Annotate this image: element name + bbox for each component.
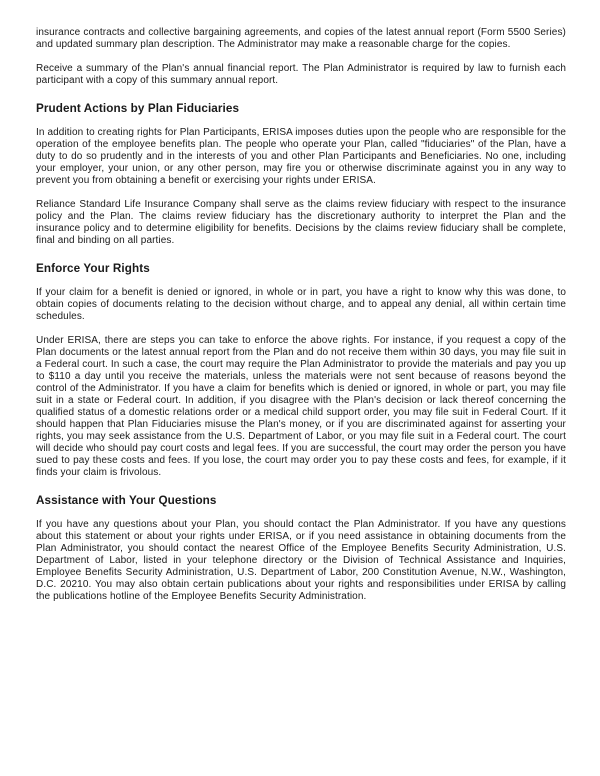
section-heading-assistance-with-questions: Assistance with Your Questions <box>36 494 217 507</box>
paragraph-summary-annual-report: Receive a summary of the Plan's annual financial report. The Plan Administrator is required by law to furnish each participant with a copy of this summary annual report. <box>36 63 566 86</box>
paragraph-copies-of-documents: insurance contracts and collective bargaining agreements, and copies of the latest annual report (Form 5500 Series) and updated summary plan description. The Administrator may make a reasonable charge for the copies. <box>36 27 566 50</box>
section-heading-enforce-your-rights: Enforce Your Rights <box>36 262 150 275</box>
paragraph-claim-denied-rights: If your claim for a benefit is denied or ignored, in whole or in part, you have a right to know why this was done, to obtain copies of documents relating to the decision without charge, and to appeal any denial, all within certain time schedules. <box>36 287 566 322</box>
paragraph-fiduciary-duties: In addition to creating rights for Plan Participants, ERISA imposes duties upon the people who are responsible for the operation of the employee benefits plan. The people who operate your Plan, called "fiduciaries" of the Plan, have a duty to do so prudently and in the interests of you and other Plan Participants and Beneficiaries. No one, including your employer, your union, or any other person, may fire you or otherwise discriminate against you in any way to prevent you from obtaining a benefit or exercising your rights under ERISA. <box>36 127 566 186</box>
section-heading-prudent-actions: Prudent Actions by Plan Fiduciaries <box>36 102 240 115</box>
paragraph-erisa-enforcement-steps: Under ERISA, there are steps you can take to enforce the above rights. For instance, if you request a copy of the Plan documents or the latest annual report from the Plan and do not receive them within 30 days, you may file suit in a Federal court. In such a case, the court may require the Plan Administrator to provide the materials and pay you up to $110 a day until you receive the materials, unless the materials were not sent because of reasons beyond the control of the Administrator. If you have a claim for benefits which is denied or ignored, in whole or part, you may file suit in a state or Federal court. In addition, if you disagree with the Plan's decision or lack thereof concerning the qualified status of a domestic relations order or a medical child support order, you may file suit in Federal Court. If it should happen that Plan Fiduciaries misuse the Plan's money, or if you are discriminated against for asserting your rights, you may seek assistance from the U.S. Department of Labor, or you may file suit in a Federal court. The court will decide who should pay court costs and legal fees. If you are successful, the court may order the person you have sued to pay these costs and fees. If you lose, the court may order you to pay these costs and fees, for example, if it finds your claim is frivolous. <box>36 335 566 478</box>
paragraph-contact-plan-administrator: If you have any questions about your Plan, you should contact the Plan Administrator. If you have any questions about this statement or about your rights under ERISA, or if you need assistance in obtaining documents from the Plan Administrator, you should contact the nearest Office of the Employee Benefits Security Administration, U.S. Department of Labor, listed in your telephone directory or the Division of Technical Assistance and Inquiries, Employee Benefits Security Administration, U.S. Department of Labor, 200 Constitution Avenue, N.W., Washington, D.C. 20210. You may also obtain certain publications about your rights and responsibilities under ERISA by calling the publications hotline of the Employee Benefits Security Administration. <box>36 519 566 602</box>
paragraph-claims-review-fiduciary: Reliance Standard Life Insurance Company shall serve as the claims review fiduciary with respect to the insurance policy and the Plan. The claims review fiduciary has the discretionary authority to interpret the Plan and the insurance policy and to determine eligibility for benefits. Decisions by the claims review fiduciary shall be complete, final and binding on all parties. <box>36 199 566 246</box>
